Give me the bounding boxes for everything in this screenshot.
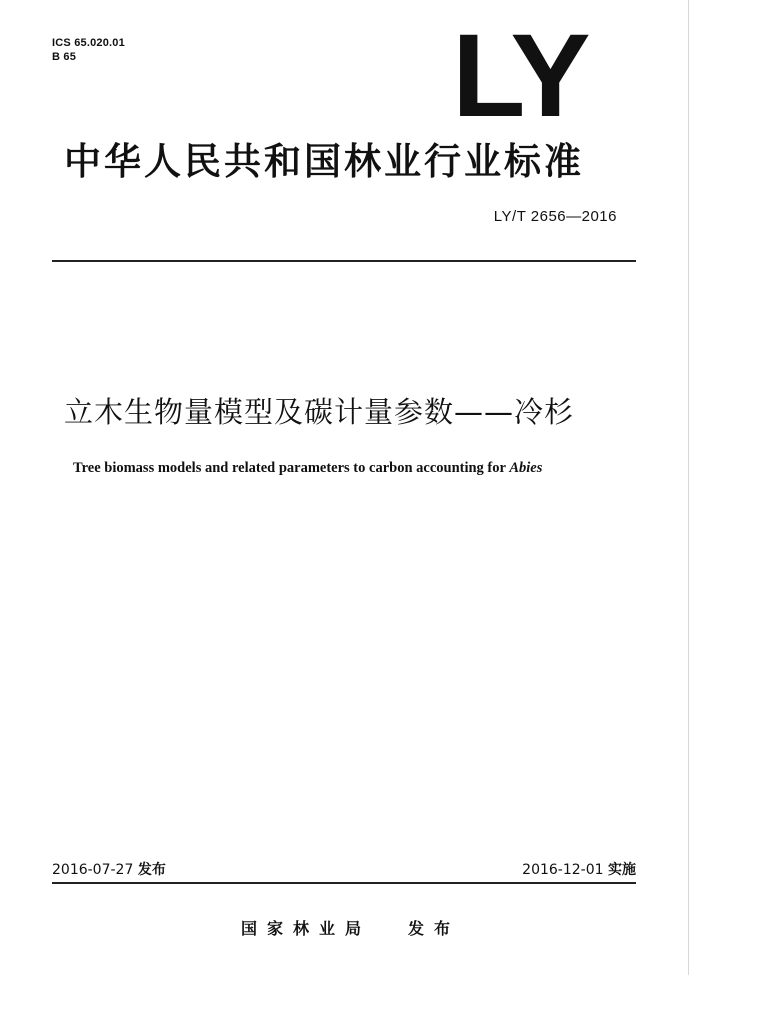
bottom-rule <box>52 882 636 884</box>
standard-number: LY/T 2656—2016 <box>493 208 617 225</box>
implement-date-block <box>522 860 636 880</box>
top-rule <box>52 260 636 262</box>
title-english-main: Tree biomass models and related parameters to carbon accounting for <box>73 460 510 476</box>
publisher-name: 国家林业局 <box>241 919 372 938</box>
title-english <box>73 458 542 478</box>
implement-date: 2016-12-01 <box>522 862 604 878</box>
ly-logo: LY <box>452 10 587 142</box>
ics-code: ICS 65.020.01 <box>52 37 125 49</box>
issue-date-block <box>52 860 166 880</box>
org-title: 中华人民共和国林业行业标准 <box>64 140 584 183</box>
issue-date: 2016-07-27 <box>52 862 134 878</box>
classification-codes <box>52 36 125 64</box>
implement-label: 实施 <box>608 862 636 878</box>
publish-label: 发布 <box>408 919 461 938</box>
issue-label: 发布 <box>137 862 166 878</box>
ccs-code: B 65 <box>52 51 77 63</box>
title-english-genus: Abies <box>509 460 543 476</box>
title-chinese: 立木生物量模型及碳计量参数——冷杉 <box>64 395 575 429</box>
